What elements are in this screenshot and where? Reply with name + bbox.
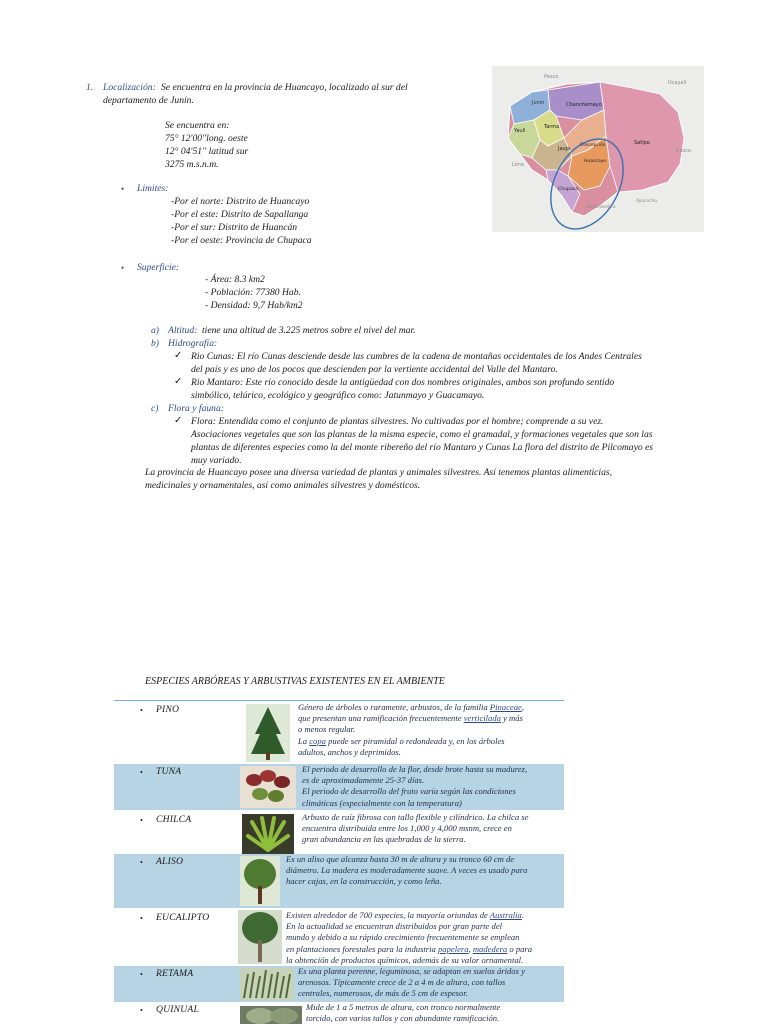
rio-mantaro-line2: simbólico, telúrico, ecológico y geográfico como: Jatunmayo y Guacamayo. [191,390,485,401]
coords-line: 75° 12'00''long. oeste [165,133,248,144]
bullet-icon: • [140,914,143,923]
map-label-chanchamayo: Chanchamayo [566,102,602,108]
species-row-retama [114,966,564,1002]
species-desc: Arbusto de raíz fibrosa con tallo flexible y cilíndrico. La chilca se encuentra distribuida entre los 1,000 y 4,000 msnm, crece en gran abundancia en las quebradas de la sierra. [302,812,529,845]
limite-item: -Por el norte: Distrito de Huancayo [171,196,310,207]
chilca-shrub-icon [242,814,294,854]
limite-item: -Por el sur: Distrito de Huancán [171,222,298,233]
map-label-yauli: Yauli [514,128,526,134]
bullet-icon: • [140,858,143,867]
flora-line: muy variado. [191,455,242,466]
map-label-huancayo: Huancayo [584,159,606,164]
species-row-eucalipto [114,910,564,966]
species-name: EUCALIPTO [156,912,210,923]
species-name: ALISO [156,856,184,867]
bullet-icon: • [140,970,143,979]
coords-line: Se encuentra en: [165,120,230,131]
table-top-rule [114,700,564,701]
tuna-fruit-icon [240,766,296,808]
map-label-concepcion: Concepción [580,143,606,148]
bullet-icon: • [140,816,143,825]
species-row-chilca [114,812,564,854]
map-label-ayacucho: Ayacucho [636,199,658,204]
species-row-pino [114,702,564,762]
map-label-lima: Lima [512,162,525,168]
pine-tree-icon [246,704,290,762]
flora-line: Asociaciones vegetales que son las plantas de la misma especie, como el gramadal, y formaciones vegetales que son las [191,429,653,440]
species-desc: El periodo de desarrollo de la flor, desde brote hasta su madurez, es de aproximadamente 25-37 días. El periodo de desarrollo del fruto varía según las condiciones climáticas (especialmente con la temperatura) [302,764,528,808]
flora-line: plantas de diferentes especies como la del monte ribereño del río Mantaro y Cunas La flora del distrito de Pilcomayo es [191,442,654,453]
map-label-cusco: Cusco [676,148,692,154]
species-desc: Existen alrededor de 700 especies, la mayoría oriundas de Australia. En la actualidad se encuentran distribuidos por gran parte del mundo y debido a su rápido crecimiento frecuentemente se emplean en plantaciones forestales para la industria papelera, madedera o para la obtención de productos químicos, además de su valor ornamental. [286,910,533,965]
map-label-pasco: Pasco [544,74,559,80]
map-label-junin: Junín [532,100,545,106]
superficie-item: - Densidad: 9,7 Hab/km2 [205,300,303,311]
flora-marker: c) [151,403,159,414]
species-desc: Es un aliso que alcanza hasta 30 m de altura y su tronco 60 cm de diámetro. La madera es moderadamente suave. A veces es usado para hacer cajas, en la construcción, y como leña. [286,854,528,887]
species-desc: Mide de 1 a 5 metros de altura, con tronco normalmente torcido, con varios tallos y con abundante ramificación. [306,1002,501,1024]
species-name: CHILCA [156,814,192,825]
altitud-marker: a) [151,325,159,336]
altitud-label: Altitud: [168,325,198,336]
localizacion-label: Localización: [103,82,156,93]
hidrografia-label: Hidrografía: [168,338,218,349]
localizacion-text-line1: Se encuentra en la provincia de Huancayo, localizado al sur del [161,82,408,93]
bullet-icon: • [121,184,125,194]
limites-label: Limites: [137,183,169,194]
species-desc: Género de árboles o raramente, arbustos, de la familia Pinaceae, que presentan una ramificación frecuentemente verticilada y más o menos regular. La copa puede ser piramidal o redondeada y, en los árboles adultos, anchos y deprimidos. [298,702,524,757]
rio-cunas-line1: Rio Cunas: El río Cunas desciende desde las cumbres de la cadena de montañas occidentales de los Andes Centrales [191,351,642,362]
rio-cunas-line2: del país y es uno de los pocos que descienden por la vertiente accidental del Valle del Mantaro. [191,364,558,375]
map-label-satipo: Satipo [634,140,650,146]
map-label-jauja: Jauja [558,146,571,152]
species-name: PINO [156,704,180,715]
retama-shrub-icon [240,968,294,1000]
species-row-aliso [114,854,564,908]
junin-map-image [492,66,704,232]
species-name: TUNA [156,766,182,777]
checkmark-icon: ✓ [174,415,183,426]
quinual-tree-icon [240,1006,302,1024]
rio-mantaro-line1: Rio Mantaro: Este río conocido desde la antigüedad con dos nombres originales, ambos son profundo sentido [191,377,615,388]
aliso-tree-icon [240,856,280,906]
altitud-text: tiene una altitud de 3.225 metros sobre el nivel del mar. [202,325,416,336]
flora-line: Flora: Entendida como el conjunto de plantas silvestres. No cultivadas por el hombre; comprende a su vez. [191,416,604,427]
species-title: ESPECIES ARBÓREAS Y ARBUSTIVAS EXISTENTES EN EL AMBIENTE [145,676,445,687]
localizacion-text-line2: departamento de Junín. [103,95,194,106]
superficie-item: - Área: 8.3 km2 [205,274,265,285]
bullet-icon: • [140,768,143,777]
list-number: 1. [86,82,94,93]
species-name: QUINUAL [156,1004,199,1015]
eucalipto-tree-icon [238,910,282,964]
map-label-tarma: Tarma [544,124,560,130]
species-name: RETAMA [156,968,194,979]
checkmark-icon: ✓ [174,350,183,361]
junin-map [492,66,704,232]
superficie-item: - Población: 77380 Hab. [205,287,301,298]
superficie-label: Superficie: [137,262,180,273]
coords-line: 3275 m.s.n.m. [165,159,219,170]
bullet-icon: • [121,263,125,273]
species-desc: Es una planta perenne, leguminosa, se adaptan en suelos áridos y arenosos. Típicamente crece de 2 a 4 m de altura, con tallos centrales, numerosos, de más de 5 cm de espesor. [298,966,525,999]
bullet-icon: • [140,1006,143,1015]
map-label-ucayali: Ucayali [668,80,687,86]
species-row-tuna [114,764,564,810]
checkmark-icon: ✓ [174,376,183,387]
coords-line: 12° 04'51'' latitud sur [165,146,249,157]
closing-line: La provincia de Huancayo posee una diversa variedad de plantas y animales silvestres. Así tenemos plantas alimenticias, [145,467,613,478]
limite-item: -Por el oeste: Provincia de Chupaca [171,235,312,246]
map-label-chupaca: Chupaca [558,187,579,192]
species-row-quinual [114,1002,564,1026]
map-label-huancavelica: Huancavelica [586,205,616,210]
flora-label: Flora y fauna: [168,403,224,414]
limite-item: -Por el este: Distrito de Sapallanga [171,209,309,220]
hidrografia-marker: b) [151,338,159,349]
bullet-icon: • [140,706,143,715]
closing-line: medicinales y ornamentales, así como animales silvestres y domésticos. [145,480,421,491]
